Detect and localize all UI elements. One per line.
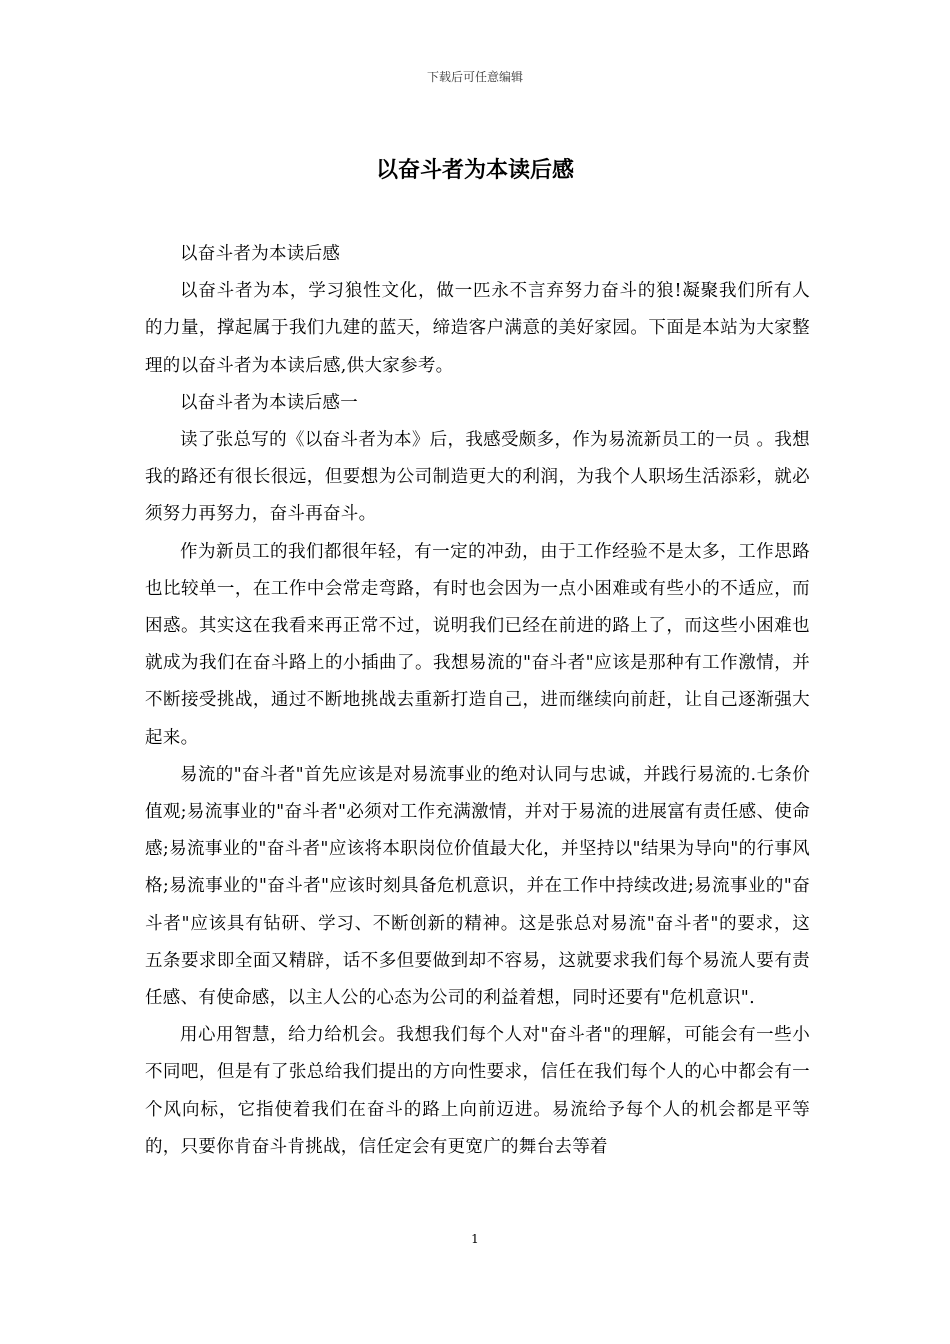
page-number: 1 [471, 1232, 479, 1246]
paragraph: 用心用智慧，给力给机会。我想我们每个人对"奋斗者"的理解，可能会有一些小不同吧，但是有了张总给我们提出的方向性要求，信任在我们每个人的心中都会有一个风向标，它指使着我们在奋斗的路上向前迈进。易流给予每个人的机会都是平等的，只要你肯奋斗肯挑战，信任定会有更宽广的舞台去等着 [145, 1025, 810, 1157]
paragraph: 读了张总写的《以奋斗者为本》后，我感受颇多，作为易流新员工的一员 。我想我的路还有很长很远，但要想为公司制造更大的利润，为我个人职场生活添彩，就必须努力再努力，奋斗再奋斗。 [145, 430, 810, 525]
header-note: 下载后可任意编辑 [426, 70, 523, 84]
paragraph-subtitle: 以奋斗者为本读后感 [180, 244, 341, 264]
paragraph: 易流的"奋斗者"首先应该是对易流事业的绝对认同与忠诚，并践行易流的.七条价值观;易流事业的"奋斗者"必须对工作充满激情，并对于易流的进展富有责任感、使命感;易流事业的"奋斗者"应该将本职岗位价值最大化，并坚持以"结果为导向"的行事风格;易流事业的"奋斗者"应该时刻具备危机意识，并在工作中持续改进;易流事业的"奋斗者"应该具有钻研、学习、不断创新的精神。这是张总对易流"奋斗者"的要求，这五条要求即全面又精辟，话不多但要做到却不容易，这就要求我们每个易流人要有责任感、有使命感，以主人公的心态为公司的利益着想，同时还要有"危机意识". [145, 764, 810, 1009]
paragraph: 作为新员工的我们都很年轻，有一定的冲劲，由于工作经验不是太多，工作思路也比较单一，在工作中会常走弯路，有时也会因为一点小困难或有些小的不适应，而困惑。其实这在我看来再正常不过，说明我们已经在前进的路上了，而这些小困难也就成为我们在奋斗路上的小插曲了。我想易流的"奋斗者"应该是那种有工作激情，并不断接受挑战，通过不断地挑战去重新打造自己，进而继续向前赶，让自己逐渐强大起来。 [145, 541, 810, 748]
document-body [145, 236, 810, 1166]
paragraph-section-heading: 以奋斗者为本读后感一 [180, 392, 358, 413]
paragraph-intro: 以奋斗者为本，学习狼性文化，做一匹永不言弃努力奋斗的狼!凝聚我们所有人的力量，撑起属于我们九建的蓝天，缔造客户满意的美好家园。下面是本站为大家整理的以奋斗者为本读后感,供大家参考。 [145, 281, 810, 376]
document-title: 以奋斗者为本读后感 [375, 157, 574, 183]
